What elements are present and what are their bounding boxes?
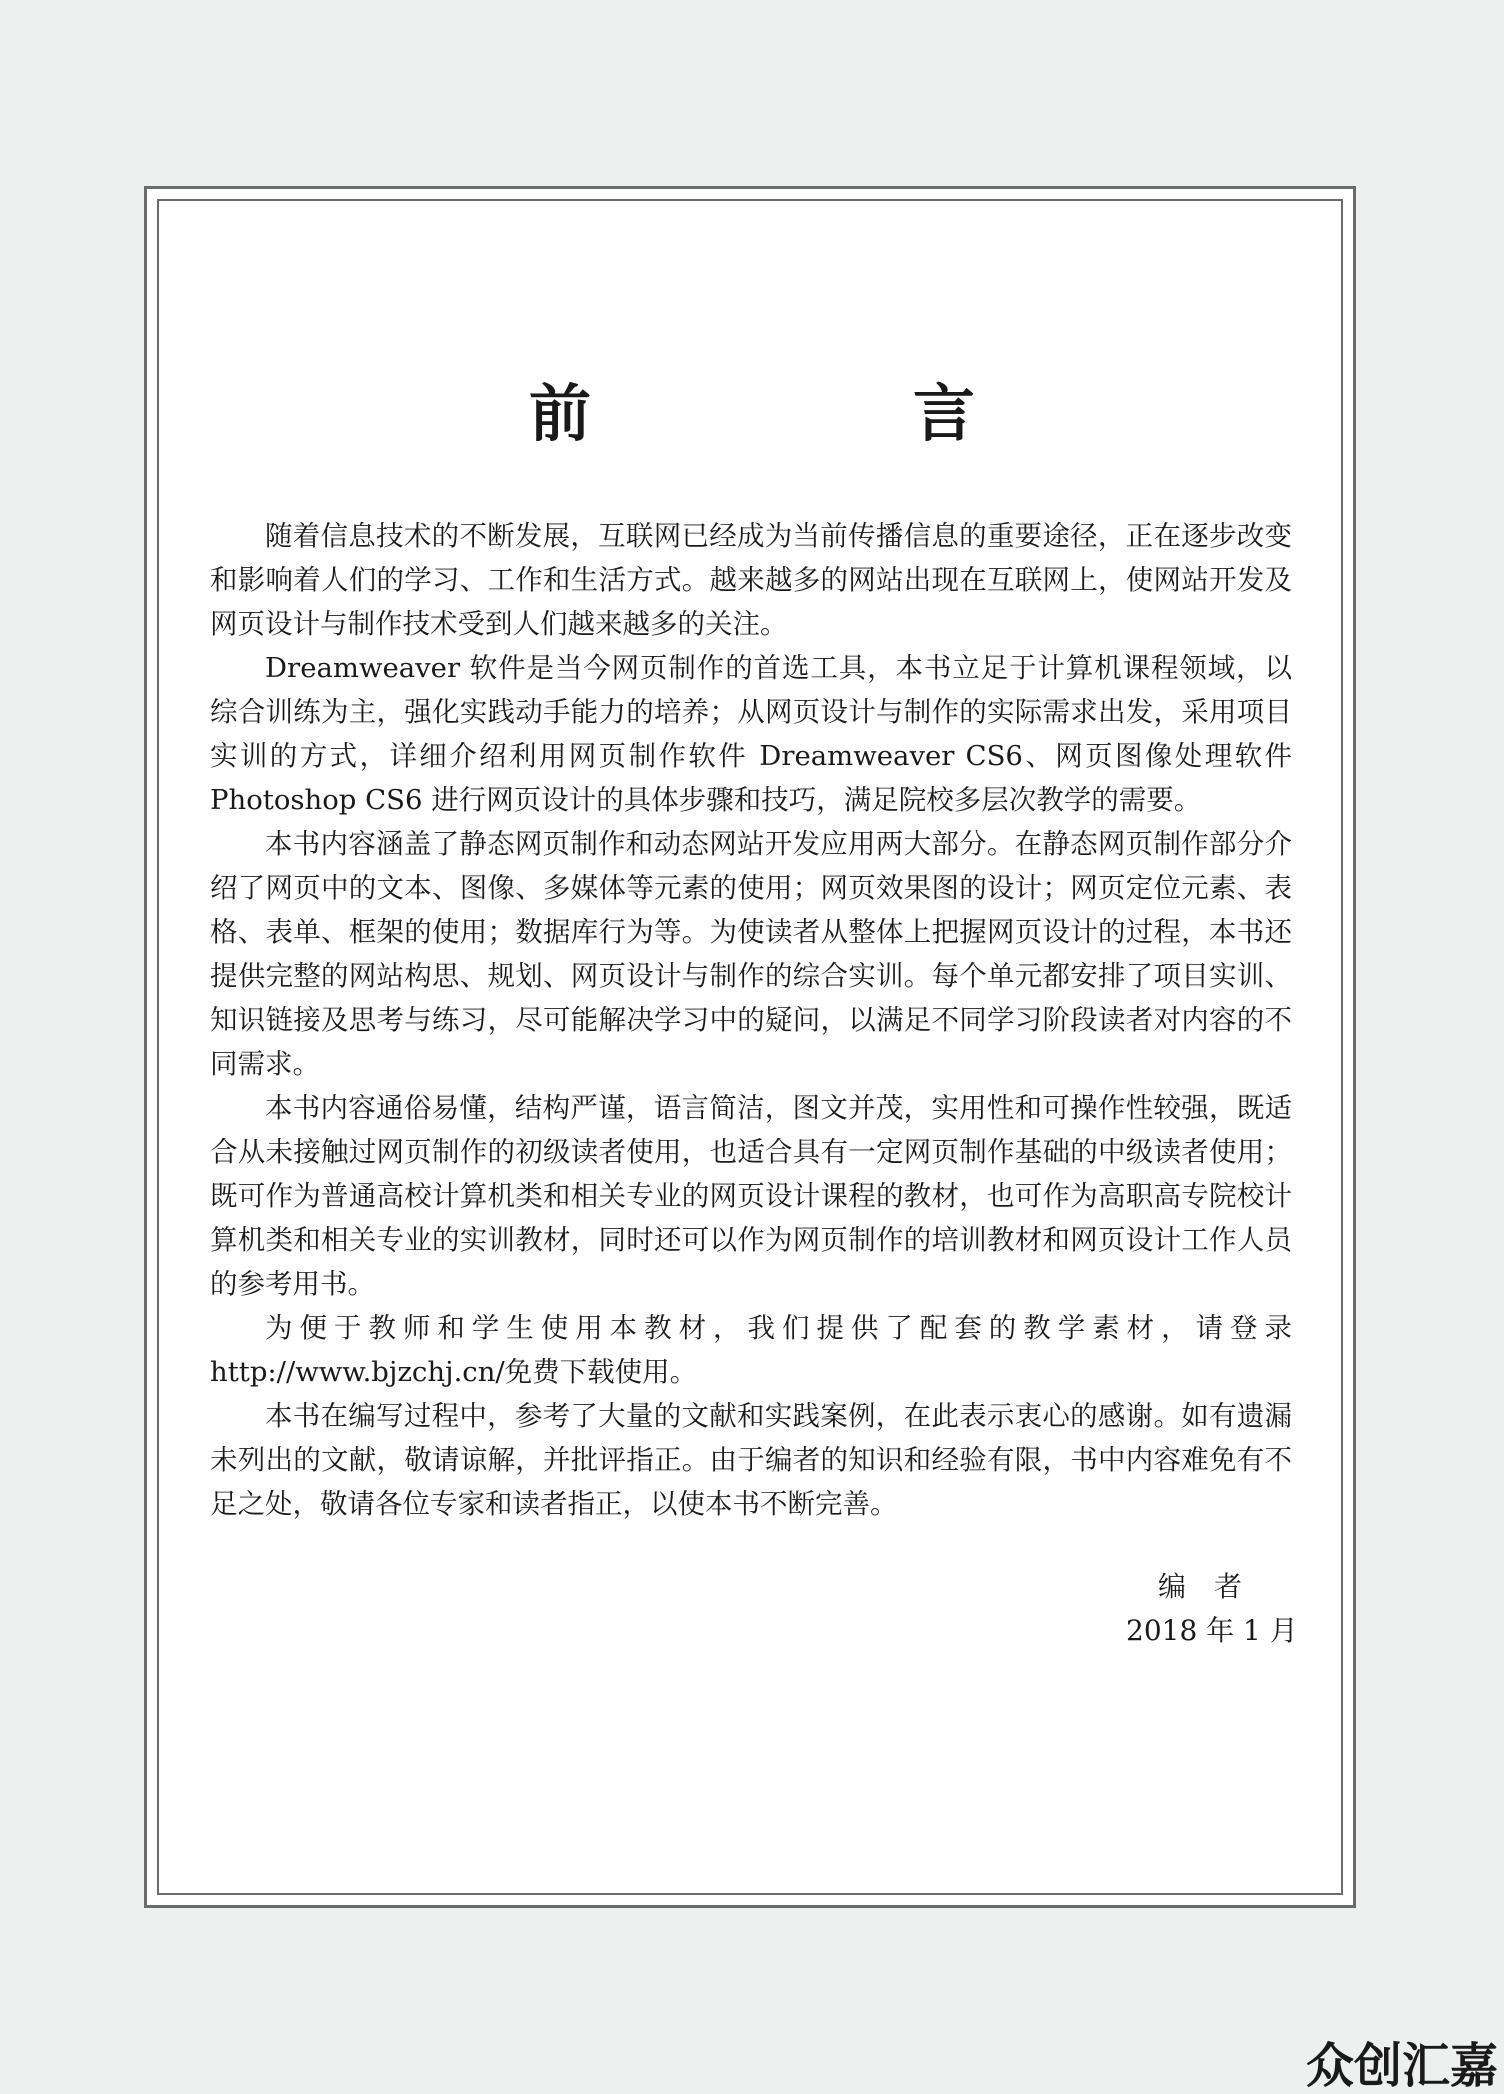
preface-body — [210, 514, 1292, 1526]
paragraph-5: 为便于教师和学生使用本教材，我们提供了配套的教学素材，请登录 http://www.bjzchj.cn/免费下载使用。 — [210, 1312, 1292, 1388]
paragraph-4: 本书内容通俗易懂，结构严谨，语言简洁，图文并茂，实用性和可操作性较强，既适合从未接触过网页制作的初级读者使用，也适合具有一定网页制作基础的中级读者使用；既可作为普通高校计算机类和相关专业的网页设计课程的教材，也可作为高职高专院校计算机类和相关专业的实训教材，同时还可以作为网页制作的培训教材和网页设计工作人员的参考用书。 — [210, 1092, 1292, 1300]
paragraph-6: 本书在编写过程中，参考了大量的文献和实践案例，在此表示衷心的感谢。如有遗漏未列出的文献，敬请谅解，并批评指正。由于编者的知识和经验有限，书中内容难免有不足之处，敬请各位专家和读者指正，以使本书不断完善。 — [210, 1400, 1292, 1520]
page-title: 前 言 — [528, 377, 1105, 450]
watermark-logo: 众创汇嘉 — [1305, 2038, 1498, 2094]
signature-author: 编者 — [1158, 1570, 1271, 1603]
paragraph-2: Dreamweaver 软件是当今网页制作的首选工具，本书立足于计算机课程领域，以综合训练为主，强化实践动手能力的培养；从网页设计与制作的实际需求出发，采用项目实训的方式，详细介绍利用网页制作软件 Dreamweaver CS6、网页图像处理软件 Photoshop CS6 进行网页设计的具体步骤和技巧，满足院校多层次教学的需要。 — [210, 652, 1292, 816]
signature-date: 2018 年 1 月 — [1126, 1614, 1298, 1647]
paragraph-1: 随着信息技术的不断发展，互联网已经成为当前传播信息的重要途径，正在逐步改变和影响着人们的学习、工作和生活方式。越来越多的网站出现在互联网上，使网站开发及网页设计与制作技术受到人们越来越多的关注。 — [210, 520, 1292, 640]
paragraph-3: 本书内容涵盖了静态网页制作和动态网站开发应用两大部分。在静态网页制作部分介绍了网页中的文本、图像、多媒体等元素的使用；网页效果图的设计；网页定位元素、表格、表单、框架的使用；数据库行为等。为使读者从整体上把握网页设计的过程，本书还提供完整的网站构思、规划、网页设计与制作的综合实训。每个单元都安排了项目实训、知识链接及思考与练习，尽可能解决学习中的疑问，以满足不同学习阶段读者对内容的不同需求。 — [210, 828, 1292, 1080]
